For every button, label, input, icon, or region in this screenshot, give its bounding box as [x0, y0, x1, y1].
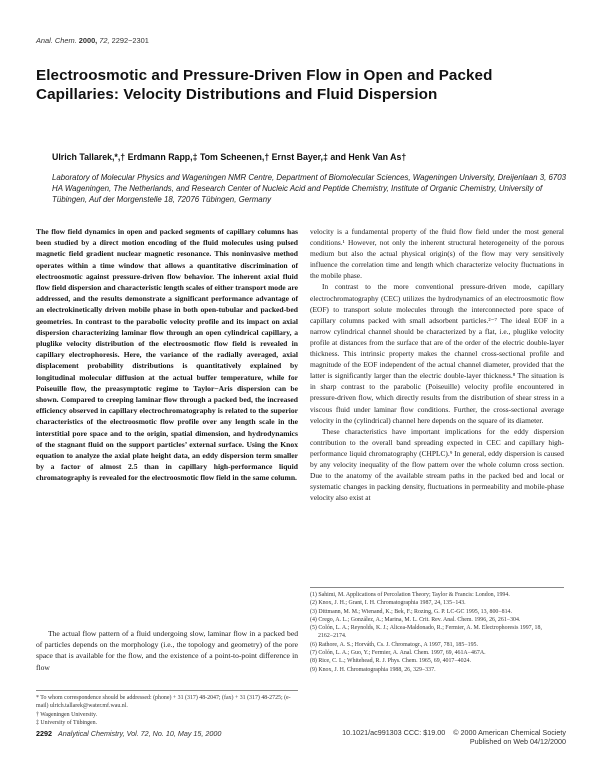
journal-volume: 72, — [99, 36, 110, 45]
footer-left — [36, 729, 221, 738]
footer-journal: Analytical Chemistry, Vol. 72, No. 10, May 15, 2000 — [58, 729, 222, 738]
reference-item: (3) Dittmann, M. M.; Wienand, K.; Bek, F.; Rozing, G. P. LC-GC 1995, 13, 800−814. — [310, 608, 512, 615]
footer-doi: 10.1021/ac991303 CCC: $19.00 — [342, 728, 446, 737]
footer-copyright: © 2000 American Chemical Society — [453, 728, 566, 737]
body-paragraph: These characteristics have important implications for the eddy dispersion contribution to the overall band spreading expected in CEC and capillary high-performance liquid chromatography (CHPLC).⁹ In general, eddy dispersion is caused by any velocity inequality of the flow pattern over the whole column cross section. Due to the anatomy of the available stream paths in the packed bed and local or systematic changes in packing density, fluctuations in permeability and mobile-phase velocity also exist at — [310, 426, 564, 503]
reference-item: (7) Colón, L. A.; Guo, Y.; Fermier, A. Anal. Chem. 1997, 69, 461A−467A. — [310, 650, 486, 657]
journal-year: 2000, — [78, 36, 98, 45]
body-paragraph: velocity is a fundamental property of the fluid flow field under the most general conditions.¹ However, not only the inherent structural heterogeneity of the porous medium but also the actual physical origin(s) of the flow may very sensitively influence the correlation time and length which characterize velocity fluctuations in the mobile phase. — [310, 227, 564, 281]
reference-item: (2) Knox, J. H.; Grant, I. H. Chromatographia 1987, 24, 135−143. — [310, 600, 466, 607]
reference-item: (5) Colón, L. A.; Reynolds, K. J.; Alicea-Maldonado, R.; Fermier, A. M. Electrophoresis 1997, 18, 2162−2174. — [310, 625, 542, 640]
journal-pages: 2292−2301 — [111, 36, 149, 45]
reference-item: (9) Knox, J. H. Chromatographia 1988, 26, 329−337. — [310, 666, 436, 673]
footnote-corresponding: * To whom correspondence should be addressed: (phone) + 31 (317) 48-2047; (fax) + 31 (317) 48-2725; (e-mail) ulrich.tallarek@water.mf.wau.nl. — [36, 695, 291, 710]
footer-right — [342, 729, 566, 746]
reference-list — [310, 587, 564, 674]
reference-item: (8) Rice, C. L.; Whitehead, R. J. Phys. Chem. 1965, 69, 4017−4024. — [310, 658, 471, 665]
footnote-affiliation-1: † Wageningen University. — [36, 711, 98, 718]
abstract: The flow field dynamics in open and packed segments of capillary columns has been studied by a direct motion encoding of the fluid molecules using pulsed magnetic field gradient nuclear magnetic resonance. This noninvasive method operates within a time window that allows a quantitative discrimination of electroosmotic against pressure-driven flow behavior. The inherent axial fluid flow field dispersion and characteristic length scales of either transport mode are addressed, and the results demonstrate a significant performance advantage of an electrokinetically driven mobile phase in both open-tubular and packed-bed geometries. In contrast to the parabolic velocity profile and its impact on axial dispersion characterizing laminar flow through an open cylindrical capillary, a pluglike velocity distribution of the electroosmotic flow field is revealed in capillary electrophoresis. Here, the variance of the radially averaged, axial displacement probability distributions is quantitatively explained by longitudinal molecular diffusion at the actual buffer temperature, while for Poiseuille flow, the preasymptotic regime to Taylor−Aris dispersion can be shown. Compared to creeping laminar flow through a packed bed, the increased efficiency observed in capillary electrochromatography is related to the superior characteristics of the electroosmotic flow profile over any length scale in the interstitial pore space and to the origin, spatial dimension, and hydrodynamics of the stagnant fluid on the support particles’ external surface. Using the Knox equation to analyze the axial plate height data, an eddy dispersion term smaller by a factor of almost 2.5 than in capillary high-performance liquid chromatography is revealed for the electroosmotic flow field in the same column. — [36, 227, 298, 483]
body-paragraph: In contrast to the more conventional pressure-driven mode, capillary electrochromatography (CEC) utilizes the hydrodynamics of an electroosmotic flow (EOF) to transport solute molecules through the interconnected pore space of capillary columns packed with small adsorbent particles.²⁻⁷ The ideal EOF in a narrow cylindrical channel should be characterized by a flat, i.e., pluglike velocity profile at distances from the surface that are of the order of the electric double-layer thickness. This intrinsic property makes the channel cross-sectional profile and magnitude of the EOF independent of the actual channel diameter, provided that the latter is significantly larger than the electric double-layer thickness.⁸ The situation is in sharp contrast to the parabolic (Poiseuille) velocity profile encountered in pressure-driven flow, which directly results from the distribution of shear stress in a viscous fluid under laminar flow conditions. Further, the cross-sectional average velocity in the (cylindrical) channel here depends on the square of its diameter. — [310, 282, 564, 425]
reference-item: (1) Sahimi, M. Applications of Percolation Theory; Taylor & Francis: London, 1994. — [310, 592, 510, 598]
footer-published: Published on Web 04/12/2000 — [469, 736, 566, 746]
journal-citation — [36, 36, 149, 45]
intro-text-left — [36, 628, 298, 673]
article-title: Electroosmotic and Pressure-Driven Flow in Open and Packed Capillaries: Velocity Distributions and Fluid Dispersion — [36, 67, 493, 103]
affiliation: Laboratory of Molecular Physics and Wageningen NMR Centre, Department of Biomolecular Sciences, Wageningen University, Dreijenlaan 3, 6703 HA Wageningen, The Netherlands, and Research Center of Nucleic Acid and Peptide Chemistry, Institute of Organic Chemistry, University of Tübingen, Auf der Morgenstelle 18, 72076 Tübingen, Germany — [52, 173, 567, 204]
body-paragraph: The actual flow pattern of a fluid undergoing slow, laminar flow in a packed bed of particles depends on the morphology (i.e., the topology and geometry) of the pore space that is available for the flow, and the existence of a point-to-point difference in flow — [36, 629, 298, 672]
author-list: Ulrich Tallarek,*,† Erdmann Rapp,‡ Tom Scheenen,† Ernst Bayer,‡ and Henk Van As† — [52, 152, 407, 162]
reference-item: (4) Crego, A. L.; González, A.; Marina, M. L. Crit. Rev. Anal. Chem. 1996, 26, 261−304. — [310, 616, 521, 623]
page-number: 2292 — [36, 729, 52, 738]
footnote-affiliation-2: ‡ University of Tübingen. — [36, 719, 98, 726]
reference-item: (6) Rathore, A. S.; Horváth, Cs. J. Chromatogr., A 1997, 781, 185−195. — [310, 641, 478, 648]
footnotes — [36, 690, 298, 727]
intro-text-right — [310, 226, 564, 503]
journal-name: Anal. Chem. — [36, 36, 77, 45]
